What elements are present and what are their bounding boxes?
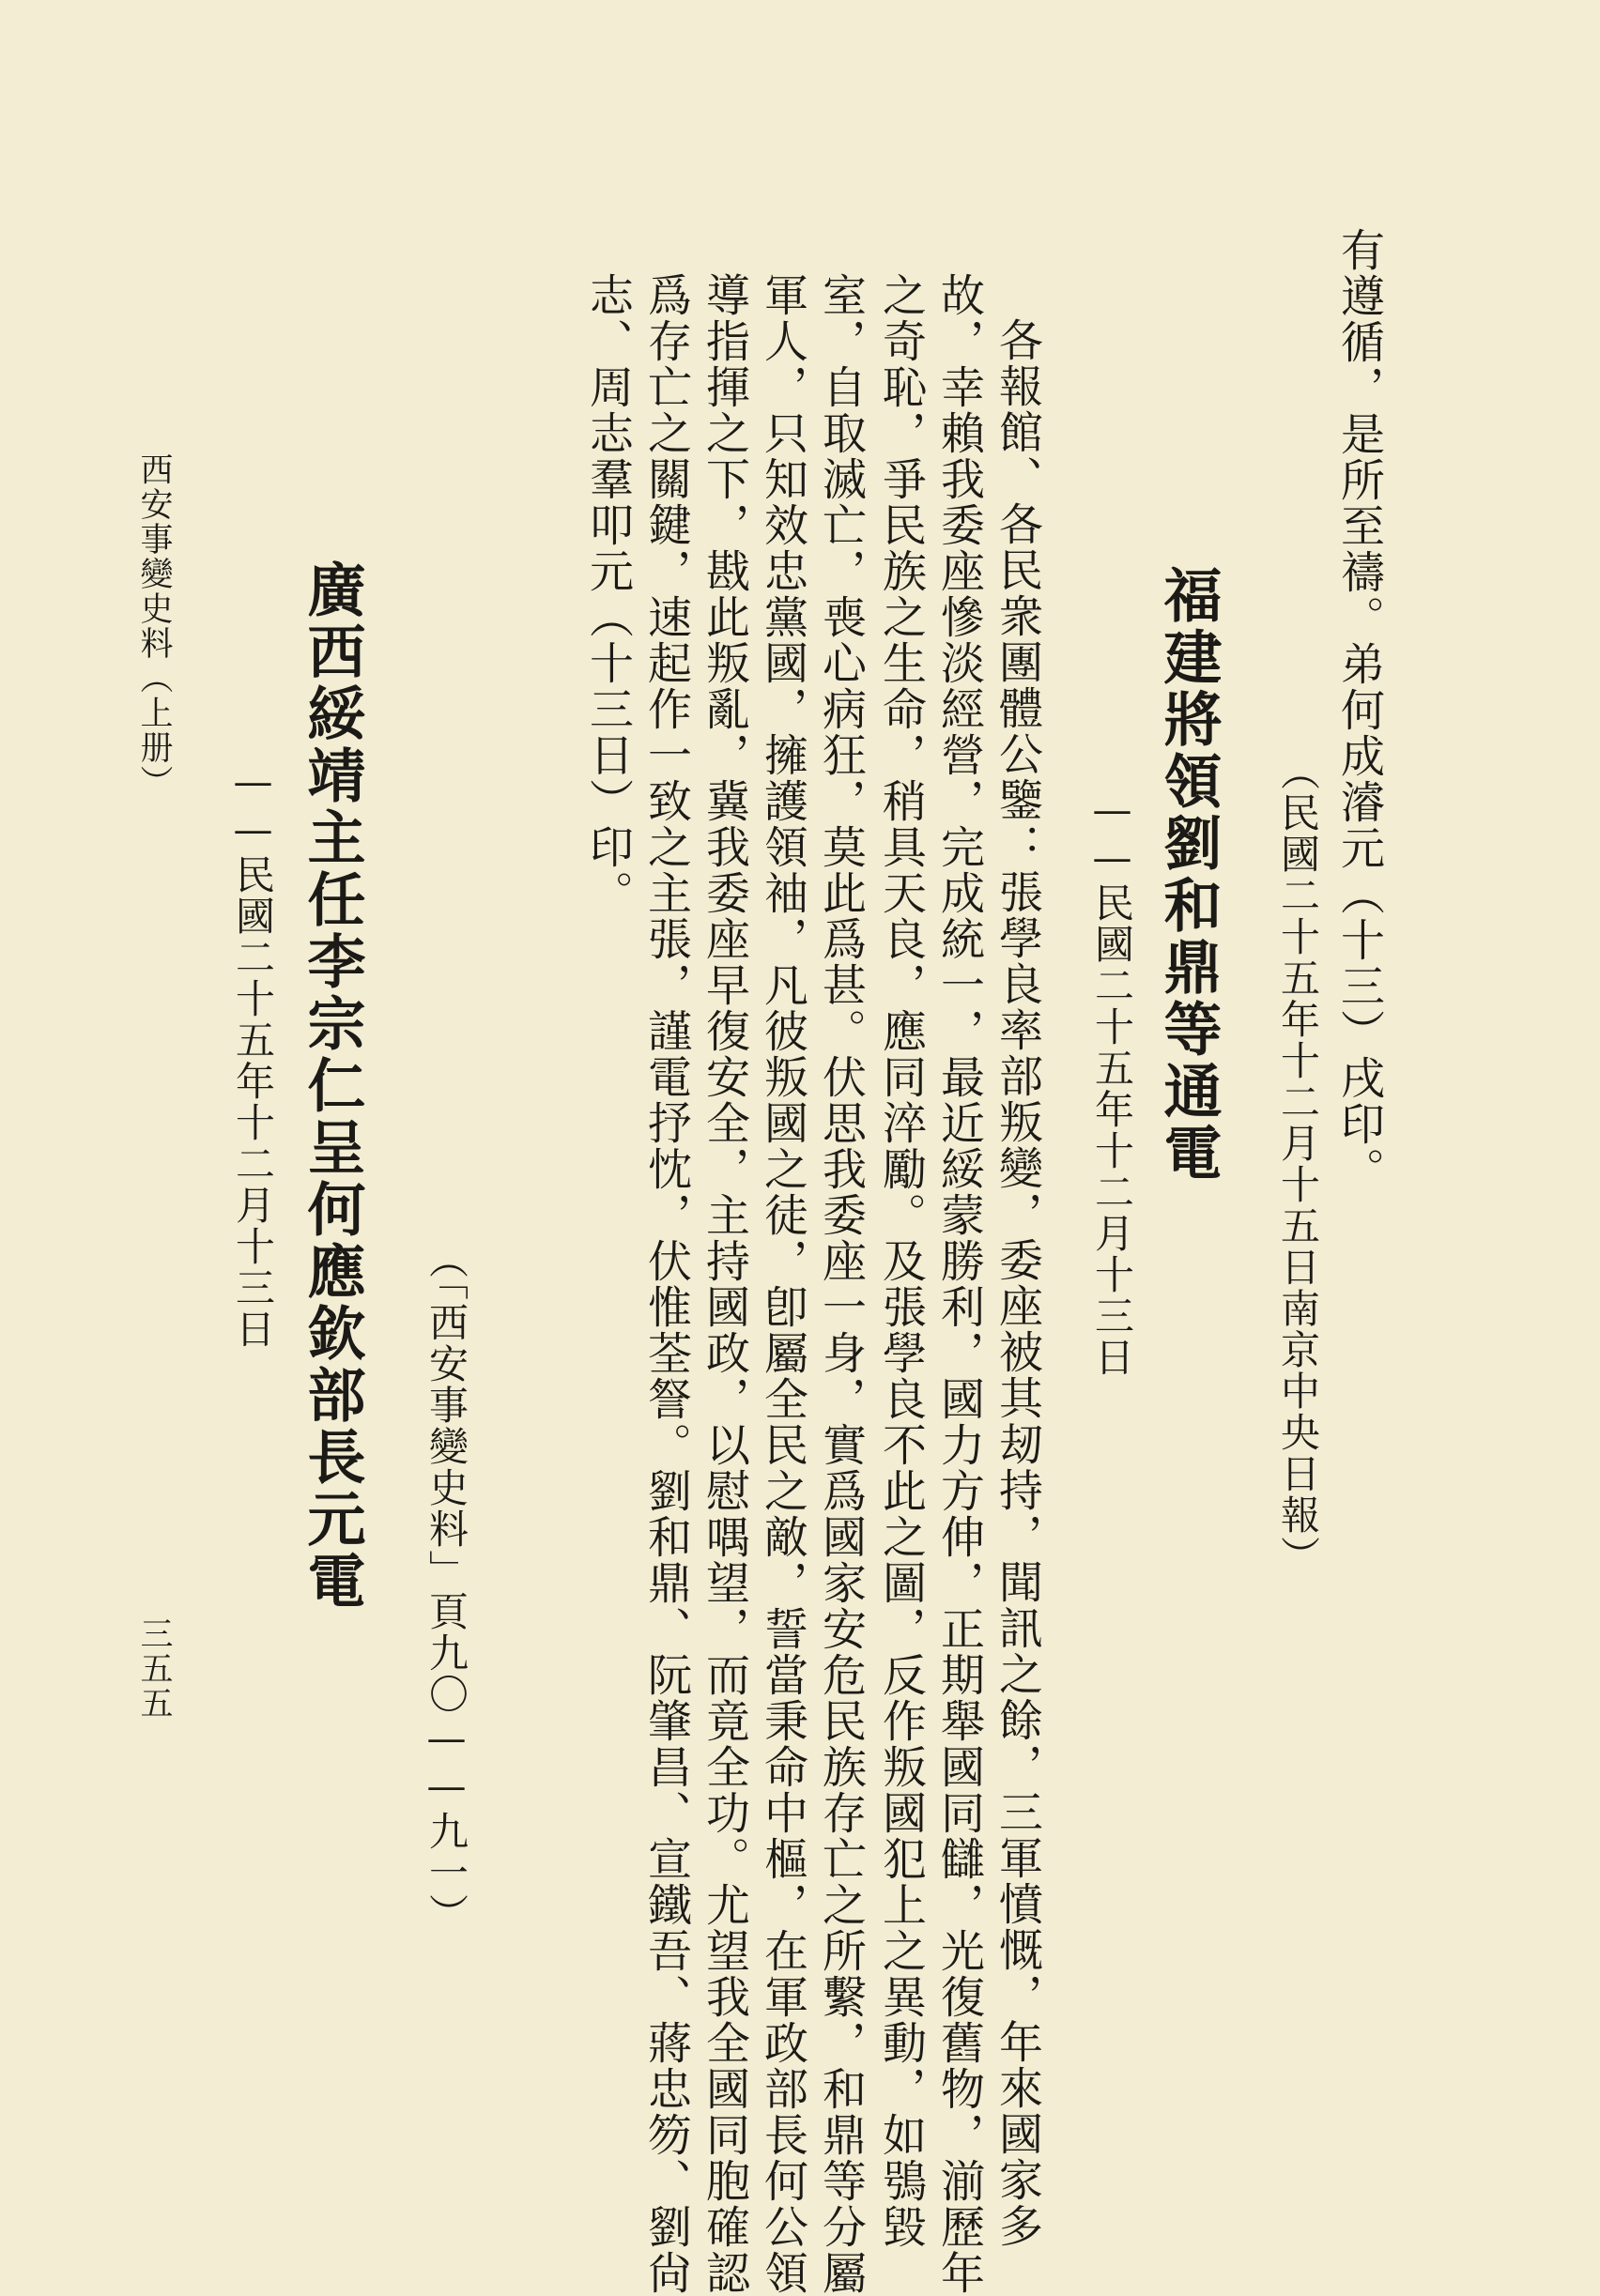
article2-date: ——民國二十五年十二月十三日 [230,758,276,1350]
prev-article-source: （民國二十五年十二月十五日南京中央日報） [1275,751,1321,1577]
article1-source: （「西安事變史料」頁九〇——九一） [423,1239,469,1935]
reverse-side-bleed [1221,216,1254,858]
article1-body-line: 之奇恥，爭民族之生命，稍具天良，應同淬勵。及張學良不此之圖，反作叛國犯上之異動，如鴞毀 [875,272,927,2250]
article1-date: ——民國二十五年十二月十三日 [1089,787,1135,1378]
article1-body-line: 軍人，只知效忠黨國，擁護領袖，凡彼叛國之徒，卽屬全民之敵，誓當秉命中樞，在軍政部長何公領 [757,272,808,2296]
article1-body-line: 導指揮之下，戡此叛亂，冀我委座早復安全，主持國政，以慰喁望，而竟全功。尤望我全國同胞確認 [699,272,750,2296]
article1-body-line: 各報館、各民衆團體公鑒：張學良率部叛變，委座被其刼持，聞訊之餘，三軍憤慨，年來國家多 [992,317,1043,2249]
article1-body-line: 故，幸賴我委座慘淡經營，完成統一，最近綏蒙勝利，國力方伸，正期舉國同讎，光復舊物，湔歷年 [933,272,985,2296]
article2-title: 廣西綏靖主任李宗仁呈何應欽部長元電 [298,559,366,1613]
article1-title: 福建將領劉和鼎等通電 [1154,565,1223,1185]
article1-body-line: 志、周志羣叩元（十三日）印。 [582,272,634,916]
book-title-footer: 西安事變史料（上册） [135,452,173,800]
page-number: 三五五 [135,1616,173,1721]
prev-article-body-end: 有遵循，是所至禱。弟何成濬元（十三）戌印。 [1333,227,1385,1193]
article1-body-line: 爲存亡之關鍵，速起作一致之主張，謹電抒忱，伏惟荃詧。劉和鼎、阮肇昌、宣鐵吾、蔣忠笏、劉尙 [640,272,692,2296]
article1-body-line: 室，自取滅亡，喪心病狂，莫此爲甚。伏思我委座一身，實爲國家安危民族存亡之所繫，和鼎等分屬 [815,272,867,2296]
